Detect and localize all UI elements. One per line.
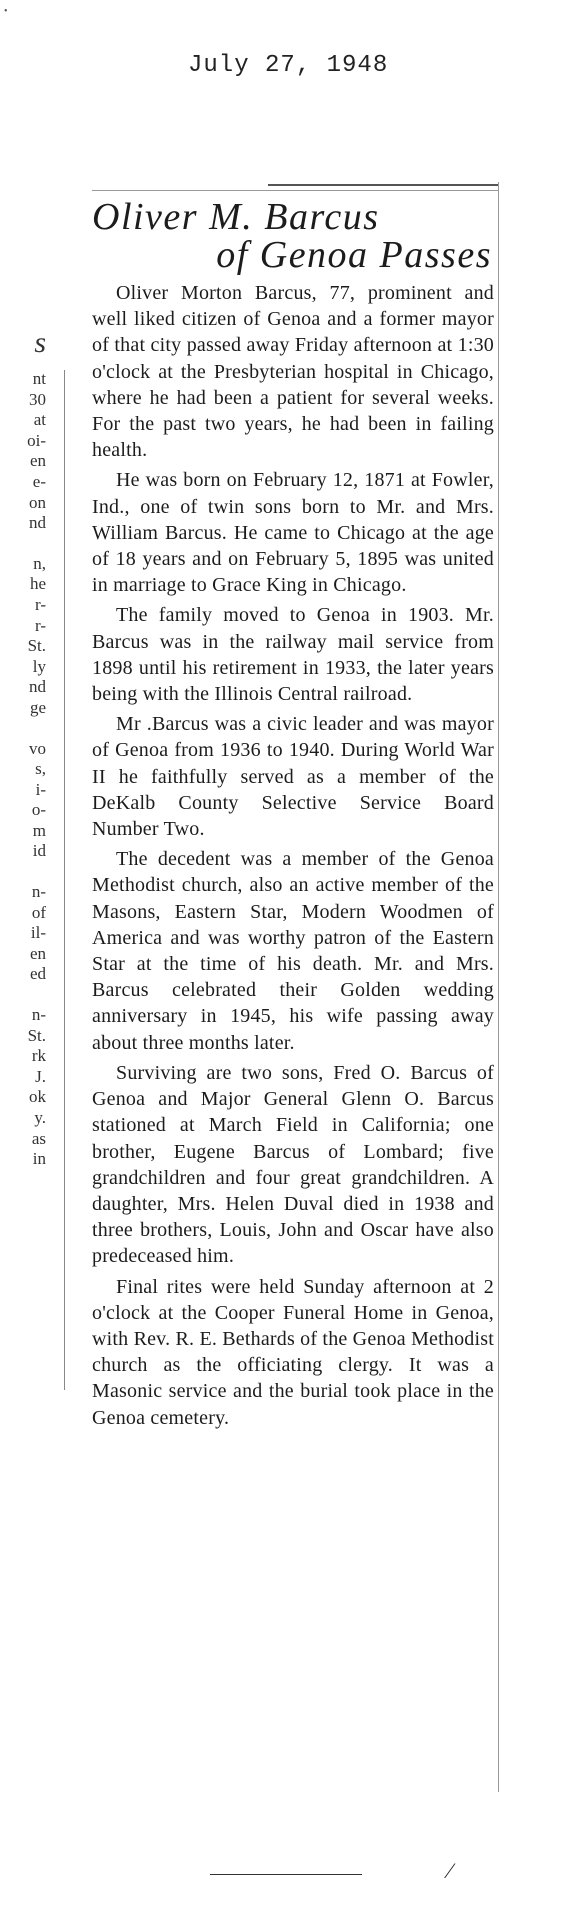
paragraph: The family moved to Genoa in 1903. Mr. Barcus was in the railway mail service from 1898 until his retirement in 1933, the later years being with the Illinois Central railroad. (92, 604, 494, 706)
neighbor-gap (0, 862, 46, 882)
neighbor-fragment: ly (32, 656, 46, 676)
neighbor-fragment: s (34, 326, 46, 359)
neighbor-fragment: as (31, 1128, 46, 1148)
neighbor-fragment: e- (32, 471, 46, 491)
paragraph: Final rites were held Sunday afternoon at 2 o'clock at the Cooper Funeral Home in Genoa, with Rev. R. E. Bethards of the Genoa Methodist church as the officiating clergy. It was a Masonic service and the burial took place in the Genoa cemetery. (92, 1275, 494, 1429)
neighbor-fragment: r- (35, 594, 46, 614)
headline-line-2: of Genoa Passes (216, 234, 492, 276)
neighbor-fragment: rk (31, 1046, 46, 1066)
neighbor-fragment: oi- (27, 430, 46, 450)
neighbor-fragment: n- (31, 882, 46, 902)
corner-tick-mark: ⁄ (448, 1858, 452, 1883)
neighbor-fragment: o- (31, 800, 46, 820)
top-rule (268, 184, 498, 186)
adjacent-column-fragments (0, 325, 46, 1170)
neighbor-fragment: n- (31, 1005, 46, 1025)
headline (92, 198, 494, 274)
neighbor-fragment: r- (35, 615, 46, 635)
top-rule-thin (92, 190, 498, 191)
neighbor-fragment: id (32, 841, 46, 861)
neighbor-fragment: nt (32, 369, 46, 388)
neighbor-fragment: J. (35, 1066, 46, 1086)
article-body (92, 280, 494, 1431)
neighbor-fragment: m (32, 820, 46, 840)
neighbor-fragment: at (33, 410, 46, 430)
neighbor-fragment: en (29, 451, 46, 471)
neighbor-fragment: St. (27, 1025, 46, 1045)
neighbor-fragment: vo (29, 738, 46, 758)
neighbor-gap (0, 719, 46, 739)
neighbor-fragment: i- (35, 779, 46, 799)
headline-line-1: Oliver M. Barcus (92, 196, 380, 238)
neighbor-fragment: nd (29, 513, 46, 533)
paragraph: The decedent was a member of the Genoa Methodist church, also an active member of the Masons, Eastern Star, Modern Woodmen of America and was worthy patron of the Eastern Star at the time of his death. Mr. and Mrs. Barcus celebrated their Golden wedding anniversary in 1945, his wife passing away about three months later. (92, 848, 494, 1054)
obituary-article (92, 198, 494, 1435)
neighbor-fragment: 30 (29, 389, 46, 409)
column-rule-left (64, 370, 65, 1390)
paragraph: Oliver Morton Barcus, 77, prominent and well liked citizen of Genoa and a former mayor of that city passed away Friday afternoon at 1:30 o'clock at the Presbyterian hospital in Chicago, where he had been a patient for several weeks. For the past two years, he had been in failing health. (92, 282, 494, 462)
neighbor-fragment: of (31, 902, 46, 922)
neighbor-fragment: ed (29, 964, 46, 984)
scan-speck: • (4, 6, 8, 17)
neighbor-fragment: ok (29, 1087, 46, 1107)
neighbor-fragment: in (32, 1149, 46, 1169)
neighbor-fragment: y. (34, 1108, 46, 1127)
neighbor-fragment: n, (33, 553, 46, 573)
neighbor-fragment: en (29, 943, 46, 963)
neighbor-gap (0, 534, 46, 554)
paragraph: Surviving are two sons, Fred O. Barcus of Genoa and Major General Glenn O. Barcus stationed at March Field in California; one brother, Eugene Barcus of Lombard; five grandchildren and four great grandchildren. A daughter, Mrs. Helen Duval died in 1938 and three brothers, Louis, John and Oscar have also predeceased him. (92, 1061, 494, 1268)
neighbor-fragment: s, (35, 759, 46, 779)
clipping-date: July 27, 1948 (188, 52, 389, 79)
neighbor-fragment: ge (29, 697, 46, 717)
paragraph: Mr .Barcus was a civic leader and was mayor of Genoa from 1936 to 1940. During World War II he faithfully served as a member of the DeKalb County Selective Service Board Number Two. (92, 713, 494, 841)
neighbor-fragment: nd (29, 677, 46, 697)
paragraph: He was born on February 12, 1871 at Fowler, Ind., one of twin sons born to Mr. and Mrs. William Barcus. He came to Chicago at the age of 18 years and on February 5, 1895 was united in marriage to Grace King in Chicago. (92, 469, 494, 597)
neighbor-fragment: St. (27, 636, 46, 656)
column-rule-right (498, 182, 499, 1792)
neighbor-fragment: il- (30, 923, 46, 943)
bottom-rule (210, 1874, 362, 1875)
neighbor-gap (0, 985, 46, 1005)
neighbor-fragment: on (29, 492, 46, 512)
neighbor-fragment: he (29, 574, 46, 594)
